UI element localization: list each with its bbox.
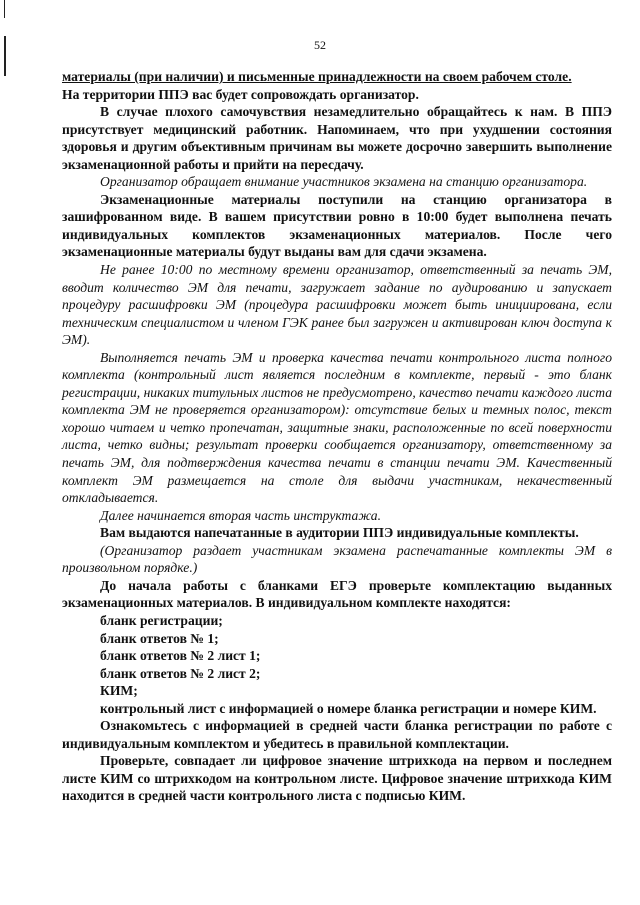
paragraph: Проверьте, совпадает ли цифровое значение штрихкода на первом и последнем листе КИМ со штрихкодом на контрольном листе. Цифровое значение штрихкода КИМ находится в средней части контрольного листа с подписью КИМ. [62,753,612,804]
paragraph: Не ранее 10:00 по местному времени организатор, ответственный за печать ЭМ, вводит количество ЭМ для печати, загружает задание по аудированию и запускает процедуру расшифровки ЭМ (процедура расшифровки может быть инициирована, если техническим специалистом и членом ГЭК ранее был загружен и активирован ключ доступа к ЭМ). [62,262,612,348]
page-number: 52 [314,38,326,52]
document-body [62,68,612,805]
paragraph: контрольный лист с информацией о номере бланка регистрации и номере КИМ. [100,700,597,716]
paragraph: Экзаменационные материалы поступили на станцию организатора в зашифрованном виде. В вашем присутствии ровно в 10:00 будет выполнена печать индивидуальных комплектов экзаменационных материалов. После чего экзаменационные материалы будут выданы вам для сдачи экзамена. [62,191,612,260]
list-item: бланк регистрации; [100,612,223,628]
paragraph: Организатор обращает внимание участников экзамена на станцию организатора. [100,174,588,190]
list-item: бланк ответов № 1; [100,630,219,646]
paragraph: (Организатор раздает участникам экзамена распечатанные комплекты ЭМ в произвольном порядке.) [62,542,612,576]
list-item: КИМ; [100,683,138,699]
scan-mark [4,0,5,18]
paragraph: материалы (при наличии) и письменные принадлежности на своем рабочем столе. [62,69,572,84]
list-item: бланк ответов № 2 лист 1; [100,648,261,664]
list-item: бланк ответов № 2 лист 2; [100,665,261,681]
paragraph: До начала работы с бланками ЕГЭ проверьте комплектацию выданных экзаменационных материалов. В индивидуальном комплекте находятся: [62,577,612,611]
paragraph: Выполняется печать ЭМ и проверка качества печати контрольного листа полного комплекта (контрольный лист является последним в комплекте, первый - это бланк регистрации, никаких титульных листов не предусмотрено, качество печати каждого листа комплекта ЭМ не проверяется организатором): отсутствие белых и темных полос, текст хорошо читаем и четко пропечатан, защитные знаки, расположенные по всей поверхности листа, четко видны; результат проверки сообщается организатору, ответственному за печать ЭМ, для подтверждения качества печати в станции печати ЭМ. Качественный комплект ЭМ размещается на столе для выдачи участникам, некачественный откладывается. [62,349,612,506]
paragraph: На территории ППЭ вас будет сопровождать организатор. [62,86,419,102]
paragraph: Ознакомьтесь с информацией в средней части бланка регистрации по работе с индивидуальным комплектом и убедитесь в правильной комплектации. [62,718,612,751]
paragraph: В случае плохого самочувствия незамедлительно обращайтесь к нам. В ППЭ присутствует медицинский работник. Напоминаем, что при ухудшении состояния здоровья и другим объективным причинам вы можете досрочно завершить выполнение экзаменационной работы и прийти на пересдачу. [62,104,612,172]
paragraph: Далее начинается вторая часть инструктажа. [100,507,381,523]
paragraph: Вам выдаются напечатанные в аудитории ППЭ индивидуальные комплекты. [100,525,579,541]
